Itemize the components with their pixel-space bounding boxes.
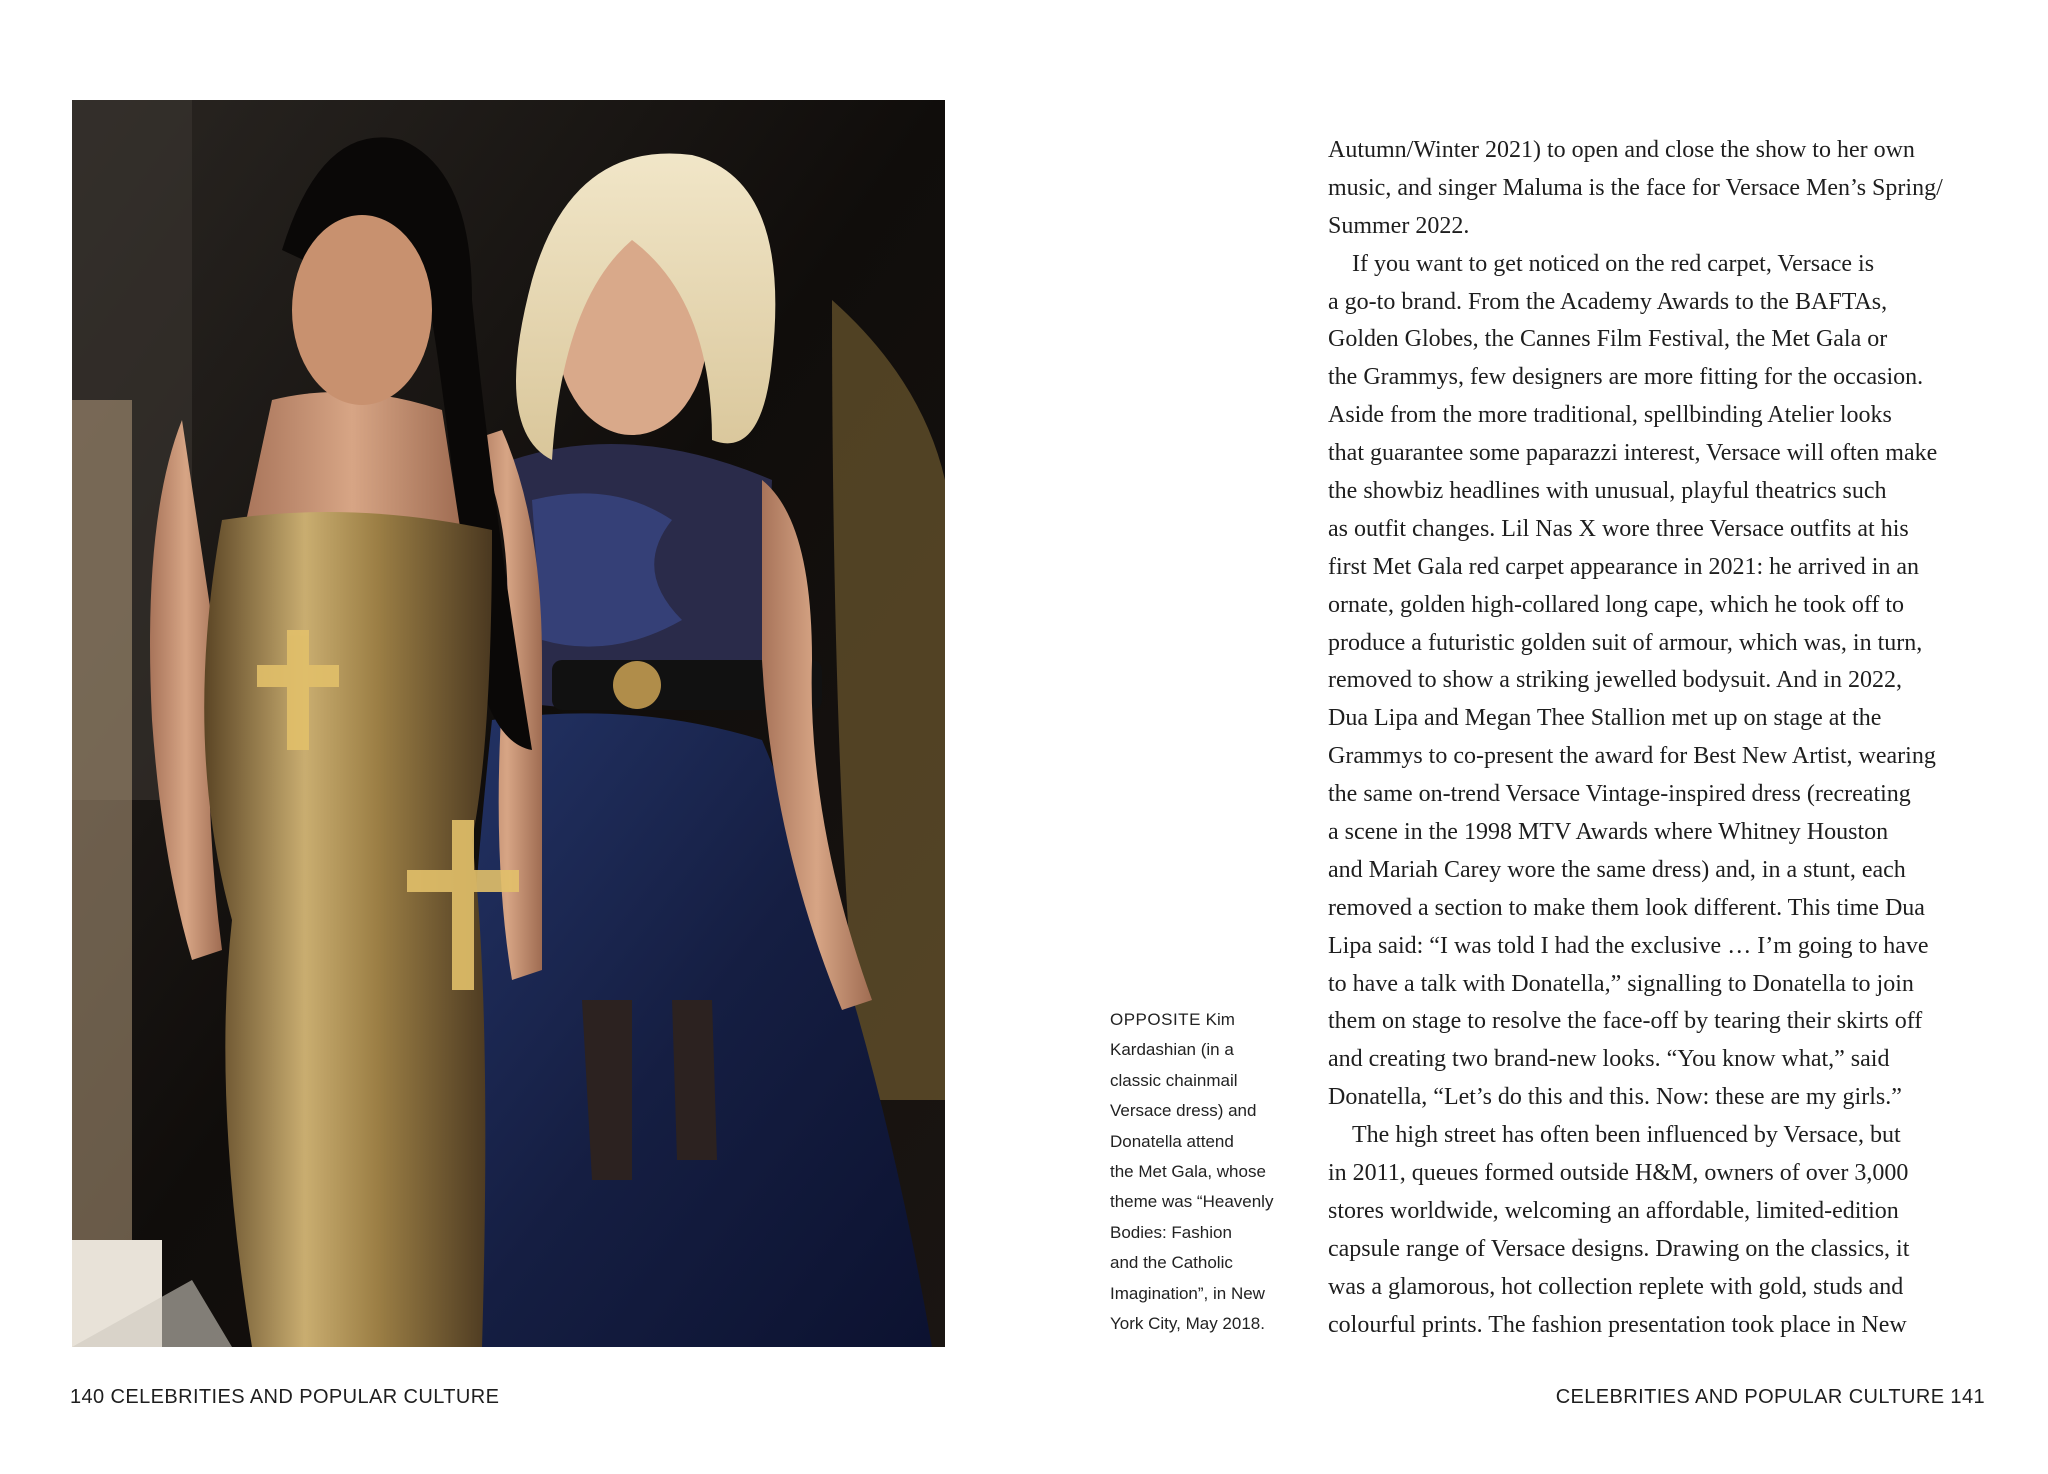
- body-line: the same on-trend Versace Vintage-inspired dress (recreating: [1328, 781, 1911, 808]
- caption-line: Versace dress) and: [1110, 1101, 1257, 1121]
- body-line: Grammys to co-present the award for Best New Artist, wearing: [1328, 743, 1936, 770]
- page-folio-right: CELEBRITIES AND POPULAR CULTURE 141: [1555, 1386, 1985, 1408]
- caption-line: the Met Gala, whose: [1110, 1162, 1266, 1182]
- body-line: was a glamorous, hot collection replete with gold, studs and: [1328, 1273, 1904, 1300]
- body-line: capsule range of Versace designs. Drawing on the classics, it: [1328, 1235, 1910, 1262]
- photo: [72, 100, 945, 1347]
- body-line: removed a section to make them look different. This time Dua: [1328, 894, 1925, 921]
- body-line: If you want to get noticed on the red carpet, Versace is: [1352, 250, 1875, 277]
- body-line: a go-to brand. From the Academy Awards to the BAFTAs,: [1328, 288, 1888, 315]
- body-line: Golden Globes, the Cannes Film Festival, the Met Gala or: [1328, 326, 1888, 353]
- body-line: to have a talk with Donatella,” signalling to Donatella to join: [1328, 970, 1914, 997]
- caption-line: Bodies: Fashion: [1110, 1222, 1232, 1242]
- caption-line: Kim: [1205, 1010, 1235, 1029]
- body-line: a scene in the 1998 MTV Awards where Whitney Houston: [1328, 819, 1889, 846]
- body-line: Aside from the more traditional, spellbinding Atelier looks: [1328, 402, 1892, 429]
- caption-line: Imagination”, in New: [1110, 1283, 1265, 1303]
- body-line: them on stage to resolve the face-off by tearing their skirts off: [1328, 1008, 1923, 1035]
- body-text: [1328, 132, 1988, 1345]
- photo-image: [72, 100, 945, 1347]
- body-line: first Met Gala red carpet appearance in 2021: he arrived in an: [1328, 553, 1920, 580]
- body-line: The high street has often been influenced by Versace, but: [1352, 1122, 1901, 1149]
- caption-line: Donatella attend: [1110, 1131, 1234, 1151]
- body-line: the showbiz headlines with unusual, playful theatrics such: [1328, 478, 1887, 505]
- caption-line: classic chainmail: [1110, 1070, 1238, 1090]
- body-line: the Grammys, few designers are more fitting for the occasion.: [1328, 364, 1924, 391]
- body-line: music, and singer Maluma is the face for Versace Men’s Spring/: [1328, 174, 1943, 201]
- body-line: removed to show a striking jewelled bodysuit. And in 2022,: [1328, 667, 1902, 694]
- caption-line: York City, May 2018.: [1110, 1314, 1265, 1334]
- body-line: Donatella, “Let’s do this and this. Now: these are my girls.”: [1328, 1084, 1902, 1111]
- caption-label: OPPOSITE: [1110, 1010, 1201, 1029]
- body-line: ornate, golden high-collared long cape, which he took off to: [1328, 591, 1905, 618]
- body-line: Lipa said: “I was told I had the exclusive … I’m going to have: [1328, 932, 1929, 959]
- body-line: colourful prints. The fashion presentation took place in New: [1328, 1311, 1907, 1338]
- body-line: that guarantee some paparazzi interest, Versace will often make: [1328, 440, 1938, 467]
- page-folio-left: 140 CELEBRITIES AND POPULAR CULTURE: [70, 1386, 500, 1408]
- caption-line: and the Catholic: [1110, 1253, 1233, 1273]
- body-line: and Mariah Carey wore the same dress) and, in a stunt, each: [1328, 856, 1906, 883]
- body-line: Summer 2022.: [1328, 212, 1470, 239]
- body-line: as outfit changes. Lil Nas X wore three Versace outfits at his: [1328, 515, 1909, 542]
- body-line: produce a futuristic golden suit of armour, which was, in turn,: [1328, 629, 1923, 656]
- caption-line: Kardashian (in a: [1110, 1040, 1234, 1060]
- body-line: and creating two brand-new looks. “You know what,” said: [1328, 1046, 1890, 1073]
- caption-line: theme was “Heavenly: [1110, 1192, 1274, 1212]
- body-line: Autumn/Winter 2021) to open and close the show to her own: [1328, 137, 1915, 163]
- body-line: Dua Lipa and Megan Thee Stallion met up on stage at the: [1328, 705, 1882, 732]
- body-line: in 2011, queues formed outside H&M, owners of over 3,000: [1328, 1160, 1909, 1187]
- photo-caption: [1110, 1005, 1320, 1339]
- body-line: stores worldwide, welcoming an affordable, limited-edition: [1328, 1197, 1899, 1224]
